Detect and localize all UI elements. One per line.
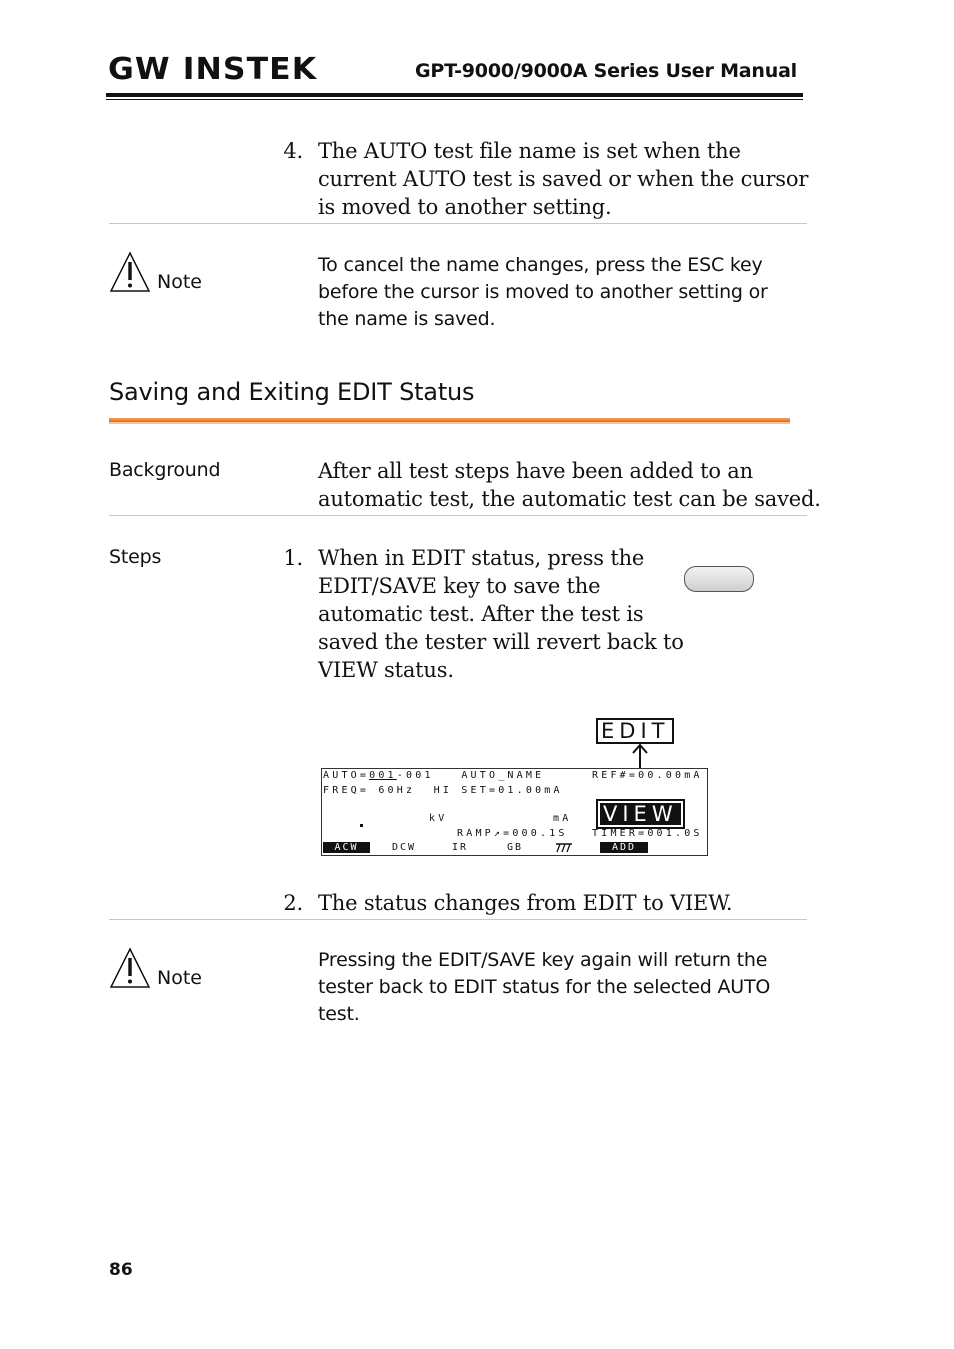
step-text-line: current AUTO test is saved or when the cursor [318, 167, 809, 191]
edit-save-key-button [684, 566, 754, 592]
manual-title: GPT-9000/9000A Series User Manual [415, 60, 797, 82]
note-text-line: test. [318, 1003, 360, 1025]
step-text-line: saved the tester will revert back to [318, 630, 684, 654]
warning-icon [109, 947, 151, 989]
background-text-line: After all test steps have been added to an [318, 459, 753, 483]
step-text-line: VIEW status. [318, 658, 454, 682]
header-rule-thin [106, 99, 803, 100]
lcd-tab-add: ADD [600, 842, 648, 853]
step-number: 1. [283, 546, 303, 570]
lcd-ref-value: REF#=00.00mA [592, 770, 703, 781]
lcd-tab-gb: GB [506, 842, 524, 853]
step-text [318, 137, 808, 221]
background-label: Background [109, 459, 221, 481]
ground-icon [555, 842, 573, 854]
background-text-line: automatic test, the automatic test can be saved. [318, 487, 821, 511]
note-callout [109, 947, 202, 989]
lcd-cursor-dot [360, 824, 363, 827]
note-callout [109, 251, 202, 293]
note-text [318, 252, 768, 333]
lcd-ramp: RAMP↗=000.1S [457, 828, 568, 839]
step-text-line: The AUTO test file name is set when the [318, 139, 741, 163]
step-text-line: When in EDIT status, press the [318, 546, 645, 570]
step-text-line: automatic test. After the test is [318, 602, 644, 626]
lcd-tab-ir: IR [451, 842, 469, 853]
lcd-ma-unit: mA [553, 813, 572, 824]
step-text-line: EDIT/SAVE key to save the [318, 574, 601, 598]
background-text [318, 457, 821, 513]
divider [109, 515, 807, 516]
step-text-line: is moved to another setting. [318, 195, 612, 219]
edit-status-label: EDIT [596, 718, 674, 744]
lcd-underlined-number: 001 [369, 770, 397, 781]
note-label: Note [157, 967, 202, 989]
section-underline-shadow [109, 422, 790, 424]
step-text [318, 544, 684, 684]
header-rule [106, 93, 803, 97]
note-label: Note [157, 271, 202, 293]
lcd-text: AUTO= [323, 770, 370, 781]
lcd-tab-dcw: DCW [391, 842, 417, 853]
lcd-row-1 [323, 770, 544, 782]
note-text-line: the name is saved. [318, 308, 496, 330]
step-number: 4. [283, 139, 303, 163]
warning-icon [109, 251, 151, 293]
view-status-label: VIEW [598, 801, 683, 827]
step-text: The status changes from EDIT to VIEW. [318, 891, 733, 915]
note-text-line: To cancel the name changes, press the ESC key [318, 254, 763, 276]
lcd-tab-acw: ACW [323, 842, 370, 853]
note-text-line: before the cursor is moved to another setting or [318, 281, 768, 303]
lcd-text: -001 AUTO_NAME [396, 770, 545, 781]
lcd-row-2: FREQ= 60Hz HI SET=01.00mA [323, 785, 563, 796]
divider [109, 223, 807, 224]
brand-logo: GW INSTEK [108, 52, 318, 87]
section-title: Saving and Exiting EDIT Status [109, 378, 475, 406]
note-text-line: tester back to EDIT status for the selected AUTO [318, 976, 771, 998]
note-text-line: Pressing the EDIT/SAVE key again will return the [318, 949, 768, 971]
note-text [318, 947, 770, 1028]
steps-label: Steps [109, 546, 162, 568]
lcd-kv-unit: kV [429, 813, 448, 824]
step-number: 2. [283, 891, 303, 915]
page-number: 86 [109, 1260, 133, 1280]
lcd-timer: TIMER=001.0S [592, 828, 703, 839]
divider [109, 919, 807, 920]
